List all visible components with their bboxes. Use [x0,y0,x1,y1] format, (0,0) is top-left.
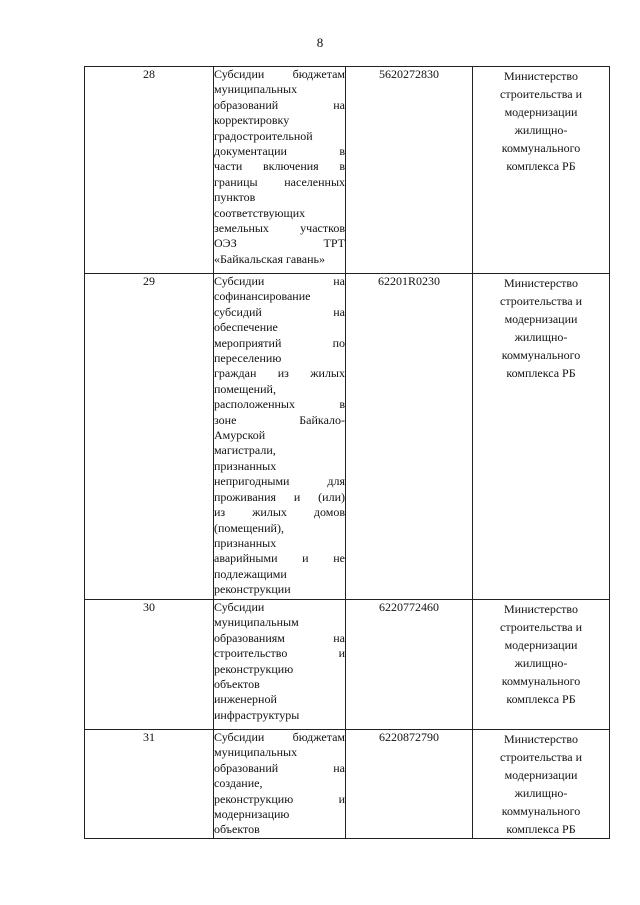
table-row [85,67,610,274]
subsidy-name-line: образований на [214,760,345,775]
ministry-cell [473,730,610,839]
ministry-line: коммунального [501,804,581,818]
ministry-line: строительства и [500,620,582,634]
subsidy-name-line: из жилых домов [214,505,345,520]
ministry-line: комплекса РБ [506,822,576,836]
subsidy-name-line: муниципальных [214,82,298,97]
row-number-cell: 29 [85,274,214,600]
ministry-line: модернизации [504,638,578,652]
subsidy-name-line: корректировку [214,113,290,128]
subsidy-name-line: образований на [214,97,345,112]
budget-code-cell: 6220872790 [346,730,473,839]
ministry-line: модернизации [504,105,578,119]
subsidy-name-cell [214,67,346,274]
ministry-line: строительства и [500,750,582,764]
subsidy-name-line: муниципальным [214,615,299,630]
ministry-line: жилищно- [514,123,568,137]
subsidy-name-cell [214,600,346,730]
budget-code-cell: 62201R0230 [346,274,473,600]
budget-code-cell: 6220772460 [346,600,473,730]
ministry-line: Министерство [504,732,578,746]
table-body [85,67,610,839]
subsidy-name-line: пунктов [214,190,256,205]
subsidy-name-line: образованиям на [214,630,345,645]
subsidy-name-line: аварийными и не [214,551,345,566]
ministry-line: Министерство [504,276,578,290]
subsidy-name-line: документации в [214,144,345,159]
subsidy-name-line: части включения в [214,159,345,174]
subsidy-name-line: реконструкцию [214,661,294,676]
table-row [85,730,610,839]
subsidy-name-line: мероприятий по [214,335,345,350]
subsidy-name-line: инженерной [214,692,277,707]
subsidy-name-line: субсидий на [214,304,345,319]
subsidy-name-line: (помещений), [214,520,284,535]
ministry-line: комплекса РБ [506,366,576,380]
subsidy-name-line: софинансирование [214,289,311,304]
ministry-line: строительства и [500,87,582,101]
subsidy-name-line: Субсидии на [214,274,345,288]
subsidy-name-line: помещений, [214,381,276,396]
subsidy-name-line: строительство и [214,646,345,661]
subsidy-name-line: Субсидии бюджетам [214,67,345,81]
ministry-cell [473,67,610,274]
ministry-line: коммунального [501,348,581,362]
subsidy-name-line: градостроительной [214,128,313,143]
subsidy-name-line: модернизацию [214,807,290,822]
ministry-line: коммунального [501,141,581,155]
subsidy-name-cell [214,274,346,600]
subsidy-name-line: земельных участков [214,221,345,236]
table-row [85,600,610,730]
row-number-cell: 28 [85,67,214,274]
subsidy-name-line: граждан из жилых [214,366,345,381]
subsidy-name-line: создание, [214,776,263,791]
ministry-line: Министерство [504,602,578,616]
ministry-line: строительства и [500,294,582,308]
ministry-cell [473,274,610,600]
subsidy-name-line: границы населенных [214,174,345,189]
subsidy-name-line: объектов [214,677,260,692]
row-number-cell: 30 [85,600,214,730]
ministry-line: жилищно- [514,330,568,344]
subsidy-name-line: расположенных в [214,397,345,412]
subsidy-name-line: соответствующих [214,205,306,220]
subsidies-table [84,66,610,839]
subsidy-name-line: реконструкцию и [214,791,345,806]
subsidy-name-line: переселению [214,351,282,366]
subsidy-name-line: обеспечение [214,320,278,335]
row-number-cell: 31 [85,730,214,839]
ministry-line: модернизации [504,768,578,782]
subsidy-name-line: реконструкции [214,582,291,597]
subsidy-name-line: объектов [214,822,260,837]
ministry-cell [473,600,610,730]
subsidy-name-line: признанных [214,458,277,473]
subsidy-name-line: муниципальных [214,745,298,760]
table-row [85,274,610,600]
subsidy-name-line: признанных [214,535,277,550]
budget-code-cell: 5620272830 [346,67,473,274]
ministry-line: комплекса РБ [506,692,576,706]
subsidy-name-line: проживания и (или) [214,489,345,504]
subsidy-name-line: подлежащими [214,566,287,581]
ministry-line: модернизации [504,312,578,326]
subsidy-name-line: Субсидии бюджетам [214,730,345,744]
page-number: 8 [316,35,324,50]
subsidy-name-line: инфраструктуры [214,707,300,722]
subsidy-name-line: Субсидии [214,600,265,614]
subsidy-name-line: Амурской [214,428,266,443]
subsidy-name-line: «Байкальская гавань» [214,251,325,266]
ministry-line: коммунального [501,674,581,688]
ministry-line: Министерство [504,69,578,83]
subsidy-name-cell [214,730,346,839]
subsidy-name-line: магистрали, [214,443,276,458]
subsidy-name-line: непригодными для [214,474,345,489]
ministry-line: жилищно- [514,786,568,800]
subsidy-name-line: зоне Байкало- [214,412,345,427]
ministry-line: комплекса РБ [506,159,576,173]
subsidy-name-line: ОЭЗ ТРТ [214,236,345,251]
ministry-line: жилищно- [514,656,568,670]
